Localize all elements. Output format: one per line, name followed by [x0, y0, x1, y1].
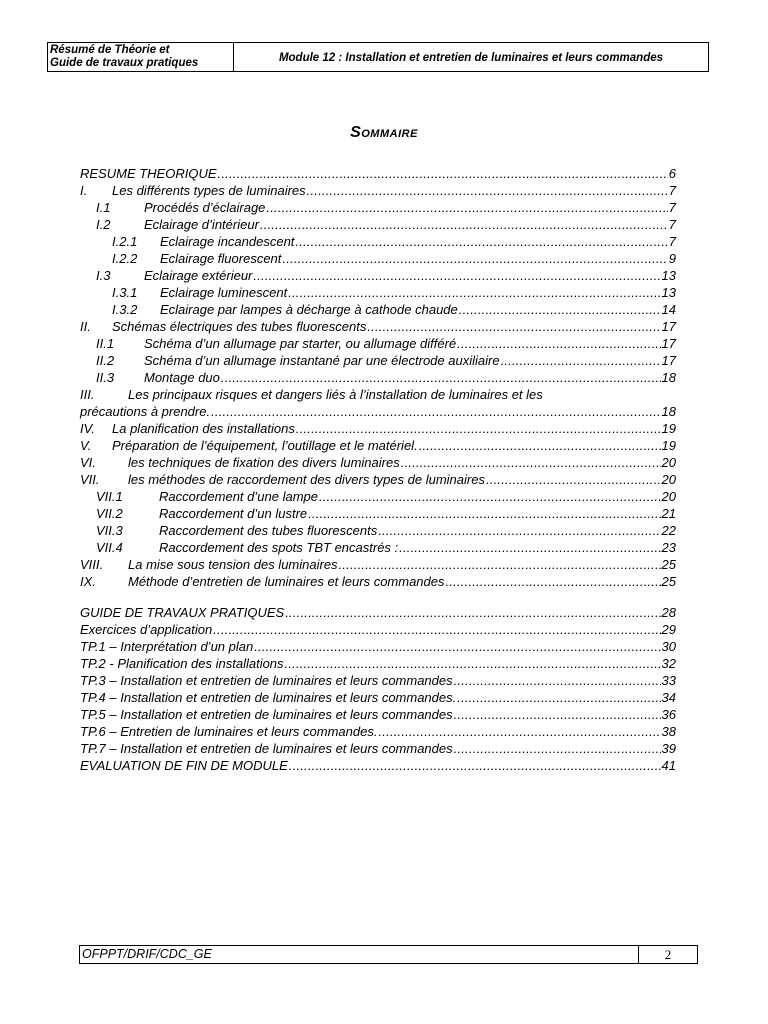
- toc-entry-page: 30: [661, 639, 676, 654]
- toc-entry-number: VII.4: [96, 540, 123, 555]
- toc-section-gap: [80, 590, 676, 604]
- toc-dot-leader: [486, 471, 661, 488]
- toc-entry[interactable]: [80, 437, 676, 454]
- toc-dot-leader: [378, 522, 660, 539]
- page-title: Sommaire: [350, 124, 418, 141]
- toc-entry[interactable]: [80, 505, 676, 522]
- toc-entry-page: 29: [661, 622, 676, 637]
- toc-entry-number: IX.: [80, 574, 96, 589]
- toc-entry-page: 32: [661, 656, 676, 671]
- toc-entry[interactable]: [80, 267, 676, 284]
- toc-entry[interactable]: [80, 199, 676, 216]
- toc-dot-leader: [282, 250, 667, 267]
- toc-entry-title: Les différents types de luminaires: [112, 183, 306, 198]
- header-left-line1: Résumé de Théorie et: [50, 44, 170, 56]
- toc-entry-number: III.: [80, 387, 95, 402]
- toc-entry-page: 28: [661, 605, 676, 620]
- toc-dot-leader: [221, 369, 661, 386]
- page-footer: [79, 945, 698, 964]
- toc-dot-leader: [254, 638, 660, 655]
- toc-entry-page: 25: [661, 557, 676, 572]
- guide-entry[interactable]: [80, 604, 676, 621]
- toc-dot-leader: [319, 488, 661, 505]
- toc-entry-title: Raccordement d’une lampe: [159, 489, 318, 504]
- toc-entry-title: Schéma d’un allumage instantané par une électrode auxiliaire: [144, 353, 500, 368]
- toc-dot-leader: [454, 706, 661, 723]
- toc-dot-leader: [401, 454, 661, 471]
- toc-entry-page: 17: [661, 353, 676, 368]
- toc-entry-title: Les principaux risques et dangers liés à l’installation de luminaires et les: [128, 387, 543, 402]
- toc-entry-page: 19: [661, 438, 676, 453]
- toc-entry-title: TP.1 – Interprétation d’un plan: [80, 639, 254, 654]
- toc-entry-title: les méthodes de raccordement des divers types de luminaires: [128, 472, 485, 487]
- toc-entry[interactable]: [80, 556, 676, 573]
- toc-entry-page: 25: [661, 574, 676, 589]
- toc-entry-number: II.3: [96, 370, 115, 385]
- toc-entry-page: 19: [661, 421, 676, 436]
- guide-entry[interactable]: [80, 723, 676, 740]
- footer-reference: OFPPT/DRIF/CDC_GE: [82, 947, 212, 961]
- toc-entry-number: II.2: [96, 353, 115, 368]
- toc-entry[interactable]: [80, 250, 676, 267]
- toc-entry-page: 22: [661, 523, 676, 538]
- toc-entry-title: Montage duo: [144, 370, 220, 385]
- toc-entry-page: 7: [668, 200, 676, 215]
- toc-dot-leader: [454, 740, 661, 757]
- toc-entry-title: GUIDE DE TRAVAUX PRATIQUES: [80, 605, 285, 620]
- guide-entry[interactable]: [80, 638, 676, 655]
- toc-entry[interactable]: [80, 216, 676, 233]
- toc-dot-leader: [295, 233, 667, 250]
- toc-entry[interactable]: [80, 335, 676, 352]
- toc-entry-title: Schémas électriques des tubes fluorescents: [112, 319, 367, 334]
- toc-entry-title: EVALUATION DE FIN DE MODULE: [80, 758, 288, 773]
- page-header: [47, 42, 709, 72]
- guide-entry[interactable]: [80, 757, 676, 774]
- toc-entry-title: Eclairage par lampes à décharge à cathode chaude: [160, 302, 458, 317]
- toc-entry-page: 7: [668, 217, 676, 232]
- toc-entry-page: 33: [661, 673, 676, 688]
- toc-entry-page: 20: [661, 472, 676, 487]
- toc-entry-title: La mise sous tension des luminaires: [128, 557, 338, 572]
- toc-entry-number: II.1: [96, 336, 115, 351]
- toc-entry-title: RESUME THEORIQUE: [80, 166, 217, 181]
- toc-entry-title: Procédés d’éclairage: [144, 200, 266, 215]
- toc-entry[interactable]: [80, 488, 676, 505]
- toc-entry-number: I.3.1: [112, 285, 138, 300]
- toc-entry-number: VI.: [80, 455, 96, 470]
- toc-dot-leader: [339, 556, 661, 573]
- guide-entry[interactable]: [80, 655, 676, 672]
- toc-entry-page: 36: [661, 707, 676, 722]
- toc-dot-leader: [296, 420, 661, 437]
- guide-entry[interactable]: [80, 621, 676, 638]
- toc-entry-number: I.2: [96, 217, 111, 232]
- toc-dot-leader: [501, 352, 661, 369]
- guide-entry[interactable]: [80, 706, 676, 723]
- toc-dot-leader: [446, 573, 661, 590]
- toc-entry-page: 41: [661, 758, 676, 773]
- header-left-cell: [48, 43, 234, 71]
- toc-entry-number: VII.: [80, 472, 100, 487]
- toc-dot-leader: [454, 672, 661, 689]
- toc-entry-title: TP.3 – Installation et entretien de luminaires et leurs commandes: [80, 673, 453, 688]
- toc-dot-leader: [285, 655, 661, 672]
- toc-dot-leader: [307, 182, 668, 199]
- toc-dot-leader: [367, 318, 660, 335]
- toc-entry[interactable]: [80, 471, 676, 488]
- toc-entry[interactable]: [80, 420, 676, 437]
- toc-entry-title: TP.6 – Entretien de luminaires et leurs commandes.: [80, 724, 378, 739]
- header-module-title: Module 12 : Installation et entretien de luminaires et leurs commandes: [278, 51, 664, 64]
- toc-entry-page: 38: [661, 724, 676, 739]
- toc-entry-title: précautions à prendre.: [80, 404, 211, 419]
- toc-entry[interactable]: [80, 165, 676, 182]
- toc-entry-number: VII.3: [96, 523, 123, 538]
- guide-entry[interactable]: [80, 740, 676, 757]
- toc-entry-number: I.3: [96, 268, 111, 283]
- toc-entry-page: 13: [661, 268, 676, 283]
- toc-entry[interactable]: [80, 284, 676, 301]
- toc-dot-leader: [399, 539, 660, 556]
- toc-dot-leader: [260, 216, 668, 233]
- toc-entry-page: 23: [661, 540, 676, 555]
- guide-entry[interactable]: [80, 689, 676, 706]
- toc-entry-number: VII.1: [96, 489, 123, 504]
- toc-entry[interactable]: [80, 522, 676, 539]
- toc-entry-page: 18: [661, 404, 676, 419]
- toc-entry-title: Raccordement d’un lustre: [159, 506, 308, 521]
- toc-dot-leader: [288, 284, 660, 301]
- toc-dot-leader: [378, 723, 660, 740]
- toc-dot-leader: [218, 165, 668, 182]
- toc-entry[interactable]: [80, 369, 676, 386]
- toc-entry-title: La planification des installations: [112, 421, 295, 436]
- toc-entry-title: Raccordement des tubes fluorescents: [159, 523, 378, 538]
- toc-dot-leader: [308, 505, 660, 522]
- toc-entry-title: Eclairage incandescent: [160, 234, 295, 249]
- toc-dot-leader: [459, 301, 661, 318]
- toc-entry-page: 6: [668, 166, 676, 181]
- toc-entry-page: 39: [661, 741, 676, 756]
- toc-entry[interactable]: [80, 539, 676, 556]
- toc-entry-title: Eclairage fluorescent: [160, 251, 282, 266]
- toc-entry[interactable]: [80, 301, 676, 318]
- toc-entry-page: 17: [661, 319, 676, 334]
- toc-entry-page: 17: [661, 336, 676, 351]
- toc-entry-page: 34: [661, 690, 676, 705]
- toc-dot-leader: [419, 437, 661, 454]
- toc-entry-number: VIII.: [80, 557, 104, 572]
- toc-dot-leader: [213, 621, 660, 638]
- toc-entry-number: VII.2: [96, 506, 123, 521]
- toc-entry-title: TP.2 - Planification des installations: [80, 656, 284, 671]
- toc-entry-title: TP.5 – Installation et entretien de luminaires et leurs commandes: [80, 707, 453, 722]
- toc-entry-title: les techniques de fixation des divers luminaires: [128, 455, 400, 470]
- toc-entry-number: I.2.2: [112, 251, 138, 266]
- toc-dot-leader: [289, 757, 661, 774]
- toc-entry-page: 14: [661, 302, 676, 317]
- toc-entry-page: 13: [661, 285, 676, 300]
- toc-entry-line1[interactable]: [80, 386, 676, 403]
- footer-page-number: 2: [638, 946, 697, 963]
- toc-entry-number: I.1: [96, 200, 111, 215]
- toc-entry-title: Eclairage luminescent: [160, 285, 288, 300]
- toc-dot-leader: [253, 267, 660, 284]
- toc-entry-title: Exercices d’application: [80, 622, 213, 637]
- header-left-line2: Guide de travaux pratiques: [50, 57, 199, 69]
- toc-entry-page: 7: [668, 183, 676, 198]
- toc-entry[interactable]: [80, 233, 676, 250]
- toc-entry-number: I.: [80, 183, 88, 198]
- toc-entry-title: Raccordement des spots TBT encastrés :: [159, 540, 399, 555]
- toc-entry-title: Préparation de l’équipement, l’outillage et le matériel.: [112, 438, 418, 453]
- toc-dot-leader: [266, 199, 667, 216]
- toc-entry-page: 20: [661, 489, 676, 504]
- toc-entry-page: 9: [668, 251, 676, 266]
- toc-entry[interactable]: [80, 573, 676, 590]
- toc-dot-leader: [211, 403, 660, 420]
- toc-entry-number: IV.: [80, 421, 95, 436]
- toc-entry-page: 18: [661, 370, 676, 385]
- toc-entry-title: TP.4 – Installation et entretien de luminaires et leurs commandes.: [80, 690, 457, 705]
- guide-entry[interactable]: [80, 672, 676, 689]
- toc-entry-title: Schéma d’un allumage par starter, ou allumage différé: [144, 336, 457, 351]
- toc-entry[interactable]: [80, 318, 676, 335]
- toc-entry-number: V.: [80, 438, 92, 453]
- table-of-contents: [80, 165, 676, 774]
- toc-dot-leader: [285, 604, 660, 621]
- toc-entry-page: 7: [668, 234, 676, 249]
- toc-entry-title: Méthode d’entretien de luminaires et leurs commandes: [128, 574, 445, 589]
- toc-entry[interactable]: [80, 352, 676, 369]
- toc-entry-number: II.: [80, 319, 91, 334]
- toc-entry-page: 20: [661, 455, 676, 470]
- toc-dot-leader: [457, 335, 660, 352]
- toc-entry-number: I.3.2: [112, 302, 138, 317]
- toc-entry[interactable]: [80, 454, 676, 471]
- toc-dot-leader: [457, 689, 660, 706]
- toc-entry-title: Eclairage extérieur: [144, 268, 253, 283]
- toc-entry[interactable]: [80, 182, 676, 199]
- toc-entry-page: 21: [661, 506, 676, 521]
- toc-entry-number: I.2.1: [112, 234, 138, 249]
- toc-entry-title: Eclairage d’intérieur: [144, 217, 259, 232]
- toc-entry-line2[interactable]: [80, 403, 676, 420]
- toc-entry-title: TP.7 – Installation et entretien de luminaires et leurs commandes: [80, 741, 453, 756]
